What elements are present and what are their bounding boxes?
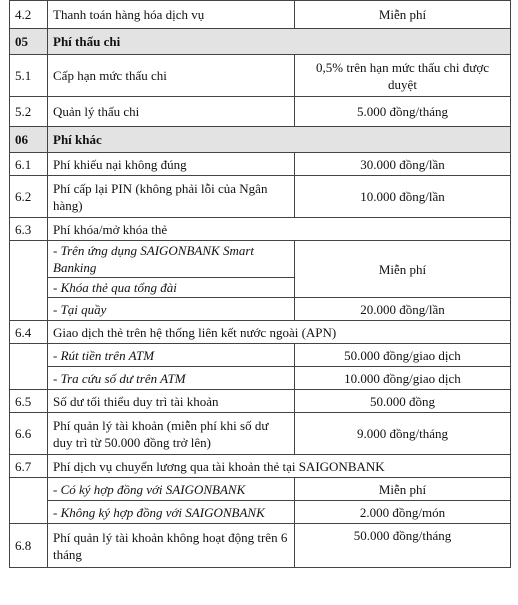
row-number: 6.6 xyxy=(10,413,48,455)
row-description: Giao dịch thẻ trên hệ thống liên kết nước ngoài (APN) xyxy=(48,321,511,344)
row-description: Số dư tối thiểu duy trì tài khoản xyxy=(48,390,295,413)
row-fee: 50.000 đồng xyxy=(295,390,511,413)
row-description: Phí dịch vụ chuyển lương qua tài khoản thẻ tại SAIGONBANK xyxy=(48,455,511,478)
row-number: 6.5 xyxy=(10,390,48,413)
row-sub-description: - Trên ứng dụng SAIGONBANK Smart Banking xyxy=(48,241,295,278)
row-number: 6.4 xyxy=(10,321,48,344)
row-sub-description: - Có ký hợp đồng với SAIGONBANK xyxy=(48,478,295,501)
row-description: Phí cấp lại PIN (không phải lỗi của Ngân hàng) xyxy=(48,176,295,218)
table-row xyxy=(10,524,511,568)
row-fee: Miễn phí xyxy=(295,1,511,29)
row-fee: 30.000 đồng/lần xyxy=(295,153,511,176)
row-description: Cấp hạn mức thấu chi xyxy=(48,55,295,97)
row-number: 6.1 xyxy=(10,153,48,176)
row-fee: 10.000 đồng/lần xyxy=(295,176,511,218)
row-number-blank xyxy=(10,241,48,321)
row-number-blank xyxy=(10,478,48,524)
row-sub-description: - Không ký hợp đồng với SAIGONBANK xyxy=(48,501,295,524)
row-number-blank xyxy=(10,344,48,390)
table-row xyxy=(10,478,511,501)
row-number: 5.1 xyxy=(10,55,48,97)
row-fee: 0,5% trên hạn mức thấu chi được duyệt xyxy=(295,55,511,97)
row-description: Phí quản lý tài khoản không hoạt động trên 6 tháng xyxy=(48,524,295,568)
row-description: Quản lý thấu chi xyxy=(48,97,295,127)
table-row xyxy=(10,344,511,367)
table-row xyxy=(10,1,511,29)
row-sub-description: - Rút tiền trên ATM xyxy=(48,344,295,367)
table-row xyxy=(10,501,511,524)
row-fee: 50.000 đồng/giao dịch xyxy=(295,344,511,367)
row-sub-description: - Tại quầy xyxy=(48,298,295,321)
section-header xyxy=(10,29,511,55)
row-fee: 5.000 đồng/tháng xyxy=(295,97,511,127)
fee-schedule-table xyxy=(9,0,511,568)
section-header xyxy=(10,127,511,153)
table-row xyxy=(10,367,511,390)
row-fee: 50.000 đồng/tháng xyxy=(295,524,511,568)
row-description: Phí khóa/mở khóa thẻ xyxy=(48,218,511,241)
table-row xyxy=(10,413,511,455)
row-number: 4.2 xyxy=(10,1,48,29)
table-row xyxy=(10,321,511,344)
row-description: Phí khiếu nại không đúng xyxy=(48,153,295,176)
row-description: Phí quản lý tài khoản (miễn phí khi số dư duy trì từ 50.000 đồng trở lên) xyxy=(48,413,295,455)
table-row xyxy=(10,218,511,241)
section-number: 05 xyxy=(10,29,48,55)
row-number: 6.2 xyxy=(10,176,48,218)
row-number: 5.2 xyxy=(10,97,48,127)
table-row xyxy=(10,153,511,176)
row-fee: Miễn phí xyxy=(295,478,511,501)
row-fee: 9.000 đồng/tháng xyxy=(295,413,511,455)
row-number: 6.3 xyxy=(10,218,48,241)
row-fee: 20.000 đồng/lần xyxy=(295,298,511,321)
table-row xyxy=(10,241,511,278)
table-row xyxy=(10,97,511,127)
table-row xyxy=(10,390,511,413)
table-row xyxy=(10,176,511,218)
section-number: 06 xyxy=(10,127,48,153)
table-row xyxy=(10,55,511,97)
section-title: Phí thấu chi xyxy=(48,29,511,55)
row-description: Thanh toán hàng hóa dịch vụ xyxy=(48,1,295,29)
row-sub-description: - Tra cứu số dư trên ATM xyxy=(48,367,295,390)
row-fee: 10.000 đồng/giao dịch xyxy=(295,367,511,390)
table-row xyxy=(10,455,511,478)
row-fee: Miễn phí xyxy=(295,241,511,298)
row-sub-description: - Khóa thẻ qua tổng đài xyxy=(48,278,295,298)
row-number: 6.8 xyxy=(10,524,48,568)
table-row xyxy=(10,298,511,321)
row-number: 6.7 xyxy=(10,455,48,478)
section-title: Phí khác xyxy=(48,127,511,153)
row-fee: 2.000 đồng/món xyxy=(295,501,511,524)
